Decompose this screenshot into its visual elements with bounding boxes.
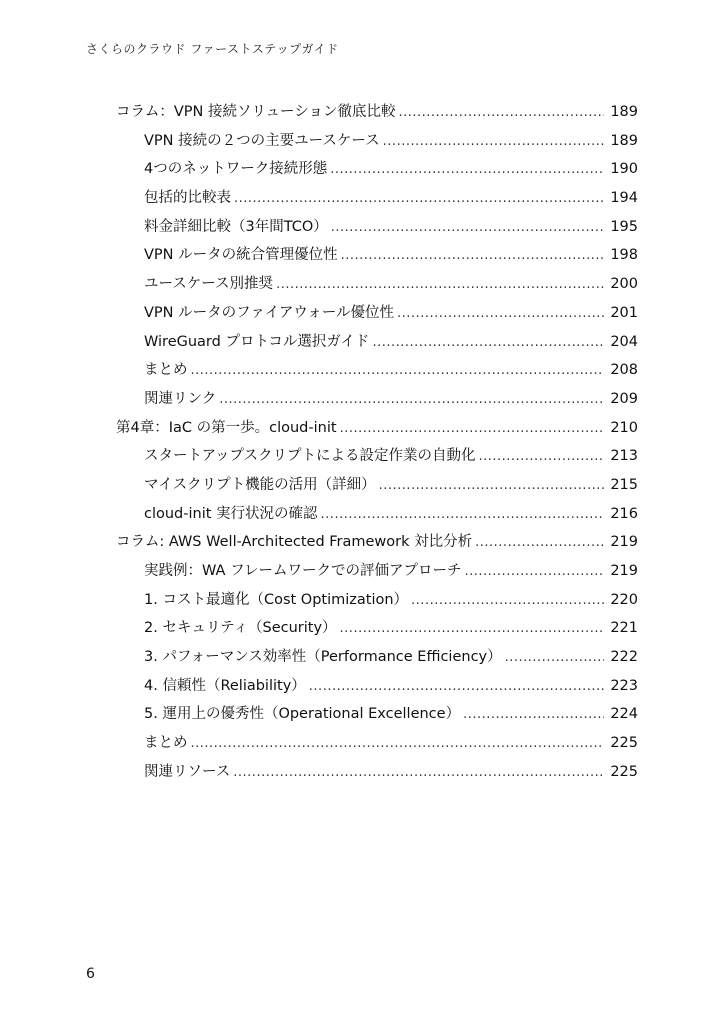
toc-entry[interactable] (116, 215, 638, 244)
toc-entry[interactable] (116, 760, 638, 789)
toc-entry[interactable] (116, 387, 638, 416)
toc-entry-title: VPN ルータの統合管理優位性 (144, 247, 338, 264)
toc-entry-page: 225 (610, 763, 638, 780)
toc-entry-page: 210 (610, 419, 638, 436)
toc-entry-title: ユースケース別推奨 (144, 276, 274, 293)
toc-entry[interactable] (116, 243, 638, 272)
table-of-contents (116, 100, 638, 789)
toc-dot-leader (372, 335, 604, 350)
toc-dot-leader (383, 134, 604, 149)
toc-entry-page: 215 (610, 476, 638, 493)
toc-entry[interactable] (116, 272, 638, 301)
toc-dot-leader (478, 449, 604, 464)
toc-entry[interactable] (116, 330, 638, 359)
toc-entry-page: 200 (610, 276, 638, 293)
toc-dot-leader (475, 535, 604, 550)
toc-entry-page: 190 (610, 161, 638, 178)
toc-entry-page: 198 (610, 247, 638, 264)
toc-entry-page: 216 (610, 505, 638, 522)
toc-entry[interactable] (116, 616, 638, 645)
toc-entry-page: 225 (610, 735, 638, 752)
toc-entry[interactable] (116, 674, 638, 703)
toc-entry-title: マイスクリプト機能の活用（詳細） (144, 476, 376, 493)
toc-entry-page: 201 (610, 304, 638, 321)
toc-entry-title: コラム: AWS Well-Architected Framework 対比分析 (116, 534, 473, 551)
toc-entry-page: 219 (610, 563, 638, 579)
toc-entry-title: まとめ (144, 735, 188, 752)
toc-dot-leader (379, 478, 604, 493)
toc-dot-leader (463, 707, 604, 722)
toc-entry-title: 第4章：IaC の第一歩。cloud-init (116, 419, 337, 436)
toc-dot-leader (330, 162, 604, 177)
toc-entry-page: 208 (610, 362, 638, 379)
toc-dot-leader (233, 765, 604, 780)
toc-entry[interactable] (116, 588, 638, 617)
toc-entry-title: 料金詳細比較（3年間TCO） (144, 218, 328, 235)
toc-dot-leader (219, 392, 604, 407)
toc-entry-page: 213 (610, 448, 638, 465)
toc-entry[interactable] (116, 100, 638, 129)
toc-entry[interactable] (116, 186, 638, 215)
toc-dot-leader (398, 105, 604, 120)
toc-entry-title: VPN ルータのファイアウォール優位性 (144, 304, 395, 321)
toc-entry-title: 2. セキュリティ（Security） (144, 620, 337, 637)
toc-entry[interactable] (116, 301, 638, 330)
toc-entry[interactable] (116, 416, 638, 445)
toc-dot-leader (276, 277, 604, 292)
toc-entry-title: cloud-init 実行状況の確認 (144, 505, 318, 522)
toc-entry-title: 包括的比較表 (144, 190, 231, 207)
toc-entry[interactable] (116, 473, 638, 502)
toc-entry-title: 関連リソース (144, 763, 231, 780)
toc-dot-leader (465, 564, 605, 579)
toc-entry-title: 3. パフォーマンス効率性（Performance Efficiency） (144, 649, 502, 666)
toc-entry-page: 224 (610, 706, 638, 723)
toc-entry[interactable] (116, 157, 638, 186)
toc-entry-title: 1. コスト最適化（Cost Optimization） (144, 591, 409, 608)
toc-entry-title: 5. 運用上の優秀性（Operational Excellence） (144, 706, 461, 723)
toc-entry-title: 関連リンク (144, 390, 217, 407)
toc-entry-page: 223 (610, 677, 638, 694)
toc-entry-page: 221 (610, 620, 638, 637)
toc-entry-page: 189 (610, 104, 638, 120)
toc-entry-page: 195 (610, 218, 638, 235)
toc-entry[interactable] (116, 702, 638, 731)
toc-dot-leader (309, 679, 604, 694)
toc-entry-title: 実践例：WA フレームワークでの評価アプローチ (144, 563, 462, 579)
toc-entry-page: 209 (610, 390, 638, 407)
toc-entry-title: スタートアップスクリプトによる設定作業の自動化 (144, 448, 476, 465)
toc-dot-leader (411, 593, 604, 608)
toc-dot-leader (321, 507, 604, 522)
toc-dot-leader (191, 363, 605, 378)
toc-entry[interactable] (116, 502, 638, 531)
toc-entry[interactable] (116, 530, 638, 559)
toc-entry-title: まとめ (144, 362, 188, 379)
toc-entry[interactable] (116, 129, 638, 158)
toc-entry-page: 219 (610, 534, 638, 551)
toc-entry[interactable] (116, 645, 638, 674)
toc-entry-page: 204 (610, 333, 638, 350)
toc-entry-title: 4つのネットワーク接続形態 (144, 161, 328, 178)
toc-entry-page: 220 (610, 591, 638, 608)
toc-entry[interactable] (116, 444, 638, 473)
toc-entry-title: 4. 信頼性（Reliability） (144, 677, 306, 694)
toc-dot-leader (340, 421, 604, 436)
toc-entry[interactable] (116, 731, 638, 760)
toc-entry[interactable] (116, 358, 638, 387)
running-header: さくらのクラウド ファーストステップガイド (86, 42, 339, 56)
toc-dot-leader (340, 621, 604, 636)
page-number: 6 (86, 966, 95, 982)
toc-entry[interactable] (116, 559, 638, 588)
toc-entry-title: コラム：VPN 接続ソリューション徹底比較 (116, 104, 396, 120)
toc-dot-leader (191, 736, 605, 751)
toc-entry-page: 222 (610, 649, 638, 666)
toc-dot-leader (505, 650, 604, 665)
toc-entry-title: VPN 接続の２つの主要ユースケース (144, 132, 380, 149)
toc-dot-leader (341, 248, 604, 263)
toc-dot-leader (234, 191, 604, 206)
toc-dot-leader (331, 220, 604, 235)
toc-entry-title: WireGuard プロトコル選択ガイド (144, 333, 370, 350)
toc-entry-page: 189 (610, 132, 638, 149)
toc-entry-page: 194 (610, 190, 638, 207)
toc-dot-leader (397, 306, 604, 321)
